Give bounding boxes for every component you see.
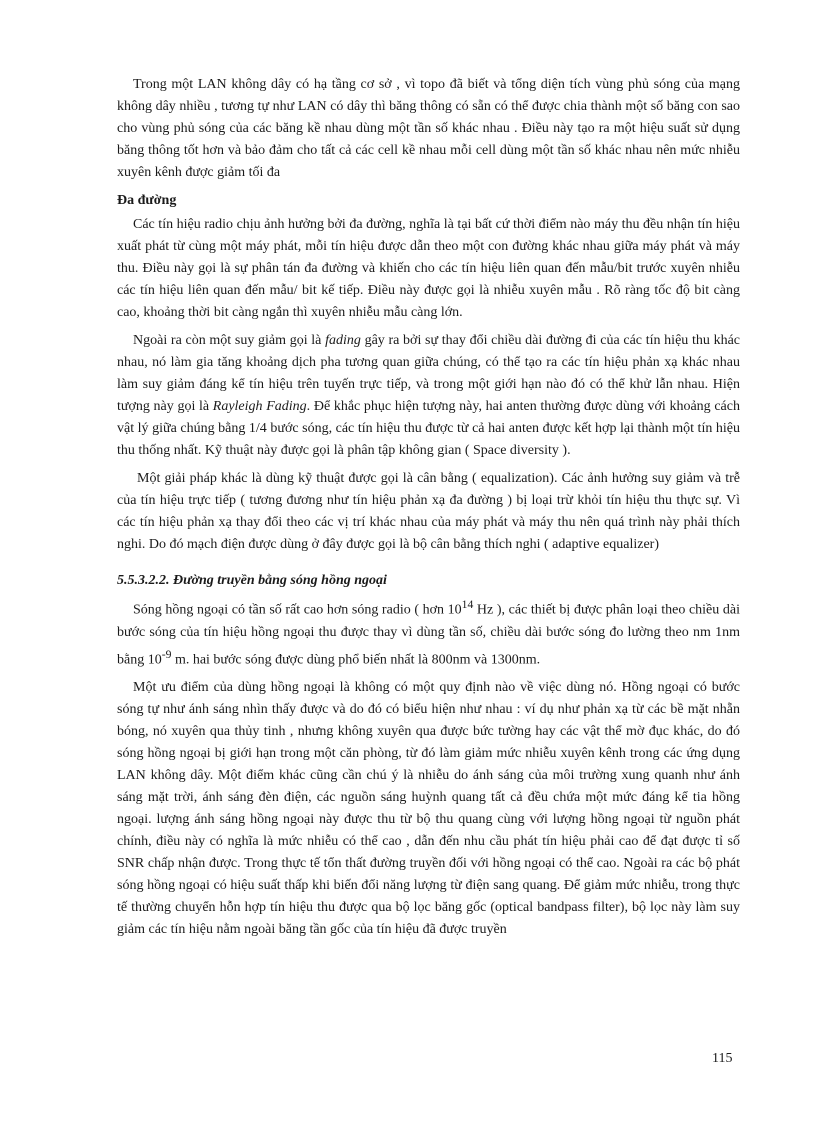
ir-text-2: Hz ), các thiết bị được phân loại theo chiều dài bước sóng của tín hiệu hồng ngoại thu được thay vì dùng tần số, chiều dài bước sóng đo lường theo nm 1nm bằng 10 (117, 602, 740, 668)
paragraph-multipath: Các tín hiệu radio chịu ảnh hưởng bởi đa đường, nghĩa là tại bất cứ thời điểm nào máy thu đều nhận tín hiệu xuất phát từ cùng một máy phát, mỗi tín hiệu được dẫn theo một con đường khác nhau giữa máy phát và máy thu. Điều này gọi là sự phân tán đa đường và khiến cho các tín hiệu liên quan đến mẫu/bit trước xuyên nhiễu các tín hiệu liên quan đến mẫu/ bit kế tiếp. Điều này được gọi là nhiễu xuyên mẫu . Rõ ràng tốc độ bit càng cao, khoảng thời bit càng ngắn thì xuyên nhiễu mẫu càng lớn. (117, 217, 740, 320)
paragraph-infrared-advantages: Một ưu điểm của dùng hồng ngoại là không có một quy định nào về việc dùng nó. Hồng ngoại có bước sóng tự như ánh sáng nhìn thấy được và do đó có biểu hiện như nhau : ví dụ như phản xạ từ các bề mặt nhẵn bóng, nó xuyên qua thủy tinh , nhưng không xuyên qua được bức tường hay các vật thể mờ đục khác, do đó sóng hồng ngoại bị giới hạn trong một căn phòng, từ đó làm giảm mức nhiễu xuyên kênh trong các ứng dụng LAN không dây. Một điểm khác cũng cần chú ý là nhiễu do ánh sáng của môi trường xung quanh như ánh sáng mặt trời, ánh sáng đèn điện, các nguồn sáng huỳnh quang tất cả đều chứa một mức đáng kể tia hồng ngoại. lượng ánh sáng hồng ngoại này được thu từ bộ thu quang cùng với lượng hồng ngoại từ nguồn phát chính, điều này có nghĩa là mức nhiễu có thể cao , dẫn đến nhu cầu phát tín hiệu phải cao để đạt được tỉ số SNR chấp nhận được. Trong thực tế tổn thất đường truyền đối với hồng ngoại có thể cao. Ngoài ra các bộ phát sóng hồng ngoại có hiệu suất thấp khi biến đổi năng lượng từ điện sang quang. Để giảm mức nhiễu, trong thực tế thường chuyển hỗn hợp tín hiệu thu được qua bộ lọc băng gốc (optical bandpass filter), bộ lọc này làm suy giảm các tín hiệu nằm ngoài băng tần gốc của tín hiệu đã được truyền (117, 680, 740, 938)
fading-text-2: gây ra bởi sự thay đổi chiều dài đường đi của các tín hiệu thu khác nhau, nó làm gia tăng khoảng dịch pha tương quan giữa chúng, có thể tạo ra các tín hiệu phản xạ khác nhau làm suy giảm đáng kể tín hiệu trên tuyến trực tiếp, và trong một giới hạn nào đó có thể khử lẫn nhau. Hiện tượng này gọi là (117, 333, 740, 414)
paragraph-infrared-intro (117, 594, 740, 671)
paragraph-equalization: Một giải pháp khác là dùng kỹ thuật được gọi là cân bằng ( equalization). Các ảnh hưởng suy giảm và trễ của tín hiệu trực tiếp ( tương đương như tín hiệu phản xạ đa đường ) bị loại trừ khỏi tín hiệu thu thực sự. Vì các tín hiệu phản xạ thay đổi theo các vị trí khác nhau của máy phát và máy thu nên quá trình này phải thích nghi. Do đó mạch điện được dùng ở đây được gọi là bộ cân bằng thích nghi ( adaptive equalizer) (117, 471, 740, 552)
rayleigh-term: Rayleigh Fading (212, 399, 307, 414)
fading-text-3: . Để khắc phục hiện tượng này, hai anten thường được dùng với khoảng cách vật lý giữa chúng bằng 1/4 bước sóng, các tín hiệu thu được từ cả hai anten được kết hợp lại thành một tín hiệu thu thống nhất. Kỹ thuật này được gọi là phân tập không gian ( Space diversity ). (117, 399, 740, 458)
fading-text-1: Ngoài ra còn một suy giảm gọi là (133, 333, 326, 348)
paragraph-cell-planning: Trong một LAN không dây có hạ tầng cơ sở , vì topo đã biết và tổng diện tích vùng phủ sóng của mạng không dây nhiều , tương tự như LAN có dây thì băng thông có sẵn có thể được chia thành một số băng con sao cho vùng phủ sóng của các băng kề nhau dùng một tần số khác nhau . Điều này tạo ra một hiệu suất sử dụng băng thông tốt hơn và bảo đảm cho tất cả các cell kề nhau mỗi cell dùng một tần số khác nhau nên mức nhiễu xuyên kênh được giảm tối đa (117, 77, 740, 180)
ir-text-3: m. hai bước sóng được dùng phổ biến nhất là 800nm và 1300nm. (171, 652, 541, 668)
ir-text-1: Sóng hồng ngoại có tần số rất cao hơn sóng radio ( hơn 10 (133, 602, 462, 618)
page-body (117, 74, 740, 947)
fading-term: fading (325, 333, 361, 348)
ir-exponent-14: 14 (461, 598, 474, 611)
section-heading-infrared: 5.5.3.2.2. Đường truyền bằng sóng hồng ngoại (117, 573, 387, 588)
paragraph-fading (117, 330, 740, 462)
ir-exponent-minus-9: -9 (161, 647, 172, 661)
page-number: 115 (712, 1051, 733, 1066)
heading-multipath: Đa đường (117, 193, 177, 208)
